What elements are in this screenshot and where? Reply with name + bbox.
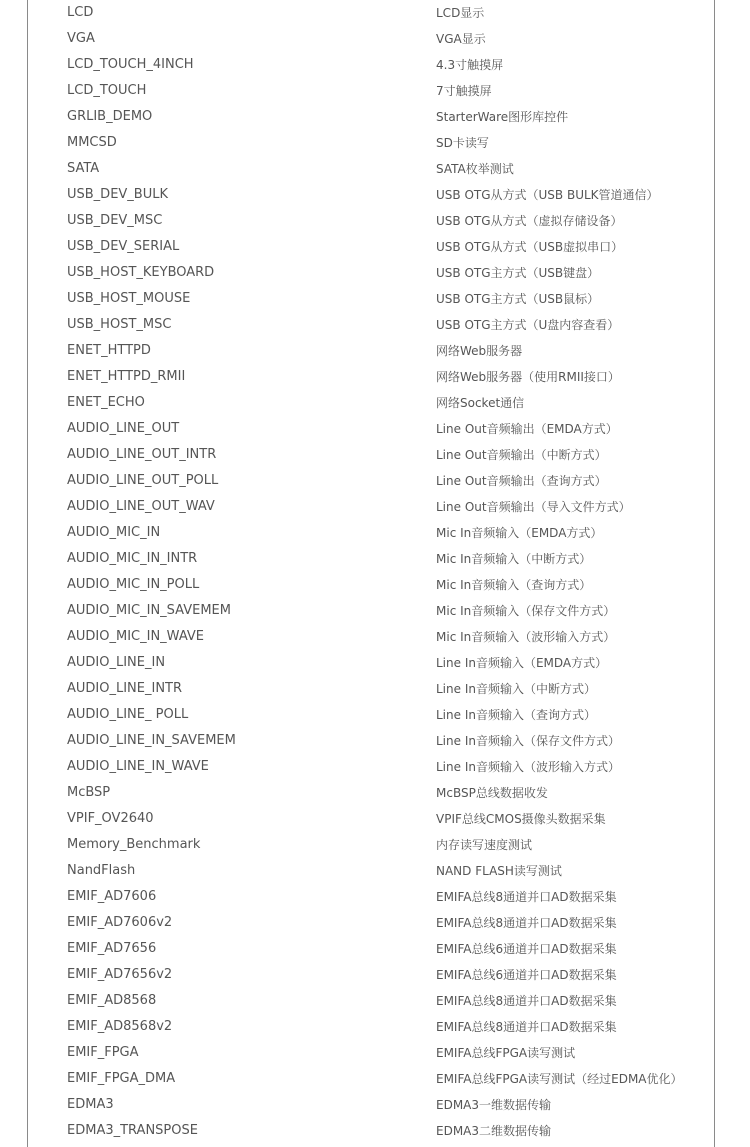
example-name: USB_DEV_BULK bbox=[67, 187, 169, 202]
example-description: Line In音频输入（EMDA方式） bbox=[436, 656, 608, 670]
list-row bbox=[0, 728, 750, 754]
example-name: AUDIO_MIC_IN_SAVEMEM bbox=[67, 603, 231, 618]
list-row bbox=[0, 650, 750, 676]
example-name: EMIF_AD7606 bbox=[67, 889, 157, 904]
list-row bbox=[0, 1118, 750, 1144]
example-description: EMIFA总线8通道并口AD数据采集 bbox=[436, 1020, 617, 1034]
list-row bbox=[0, 754, 750, 780]
list-row bbox=[0, 104, 750, 130]
example-name: VGA bbox=[67, 31, 95, 46]
example-name: AUDIO_LINE_OUT bbox=[67, 421, 180, 436]
example-name: ENET_ECHO bbox=[67, 395, 145, 410]
example-name: EMIF_AD7606v2 bbox=[67, 915, 173, 930]
list-row bbox=[0, 936, 750, 962]
example-name: ENET_HTTPD bbox=[67, 343, 151, 358]
example-description: Line In音频输入（中断方式） bbox=[436, 682, 596, 696]
list-row bbox=[0, 260, 750, 286]
example-name: AUDIO_LINE_OUT_POLL bbox=[67, 473, 219, 488]
example-description: USB OTG主方式（USB键盘） bbox=[436, 266, 600, 280]
list-row bbox=[0, 156, 750, 182]
example-description: EMIFA总线6通道并口AD数据采集 bbox=[436, 968, 617, 982]
example-name: SATA bbox=[67, 161, 100, 176]
list-row bbox=[0, 832, 750, 858]
list-row bbox=[0, 546, 750, 572]
list-row bbox=[0, 338, 750, 364]
list-row bbox=[0, 390, 750, 416]
example-name: USB_DEV_SERIAL bbox=[67, 239, 180, 254]
example-name: EMIF_AD8568 bbox=[67, 993, 157, 1008]
example-description: EMIFA总线8通道并口AD数据采集 bbox=[436, 916, 617, 930]
list-row bbox=[0, 208, 750, 234]
list-row bbox=[0, 416, 750, 442]
list-row bbox=[0, 520, 750, 546]
example-description: Line In音频输入（波形输入方式） bbox=[436, 760, 620, 774]
example-description: LCD显示 bbox=[436, 6, 485, 20]
example-name: GRLIB_DEMO bbox=[67, 109, 153, 124]
example-description: USB OTG从方式（虚拟存储设备） bbox=[436, 214, 623, 228]
example-description: EMIFA总线6通道并口AD数据采集 bbox=[436, 942, 617, 956]
example-name: USB_HOST_MSC bbox=[67, 317, 172, 332]
example-description: VGA显示 bbox=[436, 32, 486, 46]
example-name: EMIF_FPGA_DMA bbox=[67, 1071, 176, 1086]
example-name: EMIF_FPGA bbox=[67, 1045, 139, 1060]
example-name: AUDIO_LINE_IN_WAVE bbox=[67, 759, 209, 774]
list-row bbox=[0, 624, 750, 650]
list-row bbox=[0, 234, 750, 260]
example-name: EMIF_AD7656 bbox=[67, 941, 157, 956]
example-description: Mic In音频输入（查询方式） bbox=[436, 578, 592, 592]
list-row bbox=[0, 702, 750, 728]
example-name: LCD bbox=[67, 5, 94, 20]
list-row bbox=[0, 494, 750, 520]
list-row bbox=[0, 910, 750, 936]
list-row bbox=[0, 1040, 750, 1066]
example-name: EMIF_AD7656v2 bbox=[67, 967, 173, 982]
example-description: Mic In音频输入（波形输入方式） bbox=[436, 630, 616, 644]
example-description: Line Out音频输出（中断方式） bbox=[436, 448, 607, 462]
list-row bbox=[0, 312, 750, 338]
example-name: Memory_Benchmark bbox=[67, 837, 201, 852]
list-row bbox=[0, 442, 750, 468]
example-name: AUDIO_MIC_IN_WAVE bbox=[67, 629, 204, 644]
example-name: NandFlash bbox=[67, 863, 136, 878]
example-description: Line Out音频输出（EMDA方式） bbox=[436, 422, 618, 436]
example-description: USB OTG主方式（U盘内容查看） bbox=[436, 318, 620, 332]
example-name: EDMA3_TRANSPOSE bbox=[67, 1123, 198, 1138]
example-description: Mic In音频输入（EMDA方式） bbox=[436, 526, 603, 540]
list-row bbox=[0, 1066, 750, 1092]
example-description: EMIFA总线FPGA读写测试（经过EDMA优化） bbox=[436, 1072, 683, 1086]
example-description: 内存读写速度测试 bbox=[436, 838, 533, 852]
list-row bbox=[0, 0, 750, 26]
example-name: USB_DEV_MSC bbox=[67, 213, 163, 228]
example-description: 网络Web服务器（使用RMII接口） bbox=[436, 370, 620, 384]
example-name: AUDIO_LINE_ POLL bbox=[67, 707, 189, 722]
example-name: LCD_TOUCH bbox=[67, 83, 147, 98]
example-name: McBSP bbox=[67, 785, 111, 800]
example-description: EDMA3一维数据传输 bbox=[436, 1098, 552, 1112]
list-row bbox=[0, 364, 750, 390]
example-description: 4.3寸触摸屏 bbox=[436, 58, 504, 72]
example-name: ENET_HTTPD_RMII bbox=[67, 369, 186, 384]
example-description: EDMA3二维数据传输 bbox=[436, 1124, 552, 1138]
example-description: 7寸触摸屏 bbox=[436, 84, 492, 98]
example-name: AUDIO_LINE_OUT_INTR bbox=[67, 447, 217, 462]
list-row bbox=[0, 182, 750, 208]
example-description: 网络Socket通信 bbox=[436, 396, 525, 410]
list-row bbox=[0, 858, 750, 884]
example-description: EMIFA总线8通道并口AD数据采集 bbox=[436, 994, 617, 1008]
example-description: StarterWare图形库控件 bbox=[436, 110, 569, 124]
example-name: AUDIO_LINE_OUT_WAV bbox=[67, 499, 215, 514]
list-row bbox=[0, 468, 750, 494]
example-description: USB OTG从方式（USB BULK管道通信） bbox=[436, 188, 659, 202]
example-description: Line In音频输入（查询方式） bbox=[436, 708, 596, 722]
example-name: AUDIO_MIC_IN_POLL bbox=[67, 577, 200, 592]
example-name: MMCSD bbox=[67, 135, 117, 150]
list-row bbox=[0, 962, 750, 988]
example-description: EMIFA总线8通道并口AD数据采集 bbox=[436, 890, 617, 904]
example-name: USB_HOST_KEYBOARD bbox=[67, 265, 215, 280]
example-name: AUDIO_LINE_IN bbox=[67, 655, 166, 670]
list-row bbox=[0, 598, 750, 624]
list-row bbox=[0, 884, 750, 910]
example-description: USB OTG从方式（USB虚拟串口） bbox=[436, 240, 624, 254]
example-name: VPIF_OV2640 bbox=[67, 811, 154, 826]
example-description: McBSP总线数据收发 bbox=[436, 786, 548, 800]
example-name: AUDIO_MIC_IN_INTR bbox=[67, 551, 198, 566]
list-row bbox=[0, 52, 750, 78]
example-description: Mic In音频输入（中断方式） bbox=[436, 552, 592, 566]
example-description: Mic In音频输入（保存文件方式） bbox=[436, 604, 616, 618]
example-name: EDMA3 bbox=[67, 1097, 114, 1112]
list-row bbox=[0, 780, 750, 806]
example-description: SATA枚举测试 bbox=[436, 162, 514, 176]
example-description: SD卡读写 bbox=[436, 136, 489, 150]
list-row bbox=[0, 572, 750, 598]
list-row bbox=[0, 26, 750, 52]
list-row bbox=[0, 1092, 750, 1118]
example-description: NAND FLASH读写测试 bbox=[436, 864, 562, 878]
example-name: AUDIO_LINE_INTR bbox=[67, 681, 183, 696]
example-description: 网络Web服务器 bbox=[436, 344, 523, 358]
list-row bbox=[0, 676, 750, 702]
example-description: EMIFA总线FPGA读写测试 bbox=[436, 1046, 576, 1060]
example-name: EMIF_AD8568v2 bbox=[67, 1019, 173, 1034]
example-description: VPIF总线CMOS摄像头数据采集 bbox=[436, 812, 606, 826]
list-row bbox=[0, 78, 750, 104]
example-description: Line In音频输入（保存文件方式） bbox=[436, 734, 620, 748]
example-description: Line Out音频输出（查询方式） bbox=[436, 474, 607, 488]
example-description: USB OTG主方式（USB鼠标） bbox=[436, 292, 600, 306]
example-name: AUDIO_LINE_IN_SAVEMEM bbox=[67, 733, 236, 748]
list-row bbox=[0, 988, 750, 1014]
list-row bbox=[0, 130, 750, 156]
example-name: AUDIO_MIC_IN bbox=[67, 525, 161, 540]
list-row bbox=[0, 1014, 750, 1040]
example-name: LCD_TOUCH_4INCH bbox=[67, 57, 194, 72]
example-name: USB_HOST_MOUSE bbox=[67, 291, 191, 306]
list-row bbox=[0, 806, 750, 832]
example-description: Line Out音频输出（导入文件方式） bbox=[436, 500, 631, 514]
list-row bbox=[0, 286, 750, 312]
